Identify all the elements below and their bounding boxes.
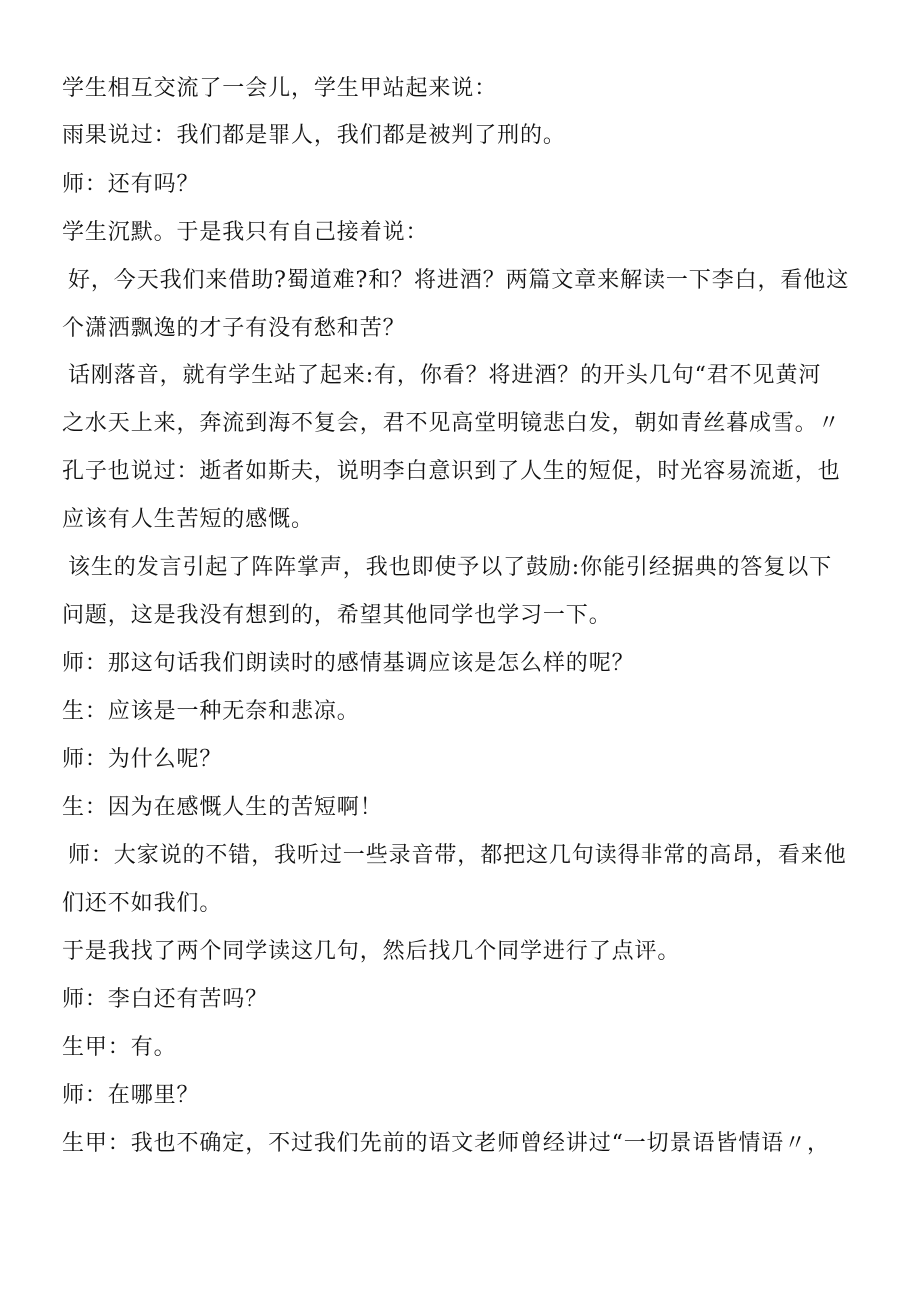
text-line: 个潇洒飘逸的才子有没有愁和苦？ bbox=[62, 316, 406, 341]
text-line: 们还不如我们。 bbox=[62, 891, 223, 916]
text-line: 该生的发言引起了阵阵掌声，我也即使予以了鼓励:你能引经据典的答复以下 bbox=[68, 555, 833, 580]
text-line: 孔子也说过：逝者如斯夫，说明李白意识到了人生的短促，时光容易流逝，也 bbox=[62, 459, 841, 484]
text-line: 问题，这是我没有想到的，希望其他同学也学习一下。 bbox=[62, 603, 612, 628]
text-line: 生甲：有。 bbox=[62, 1035, 177, 1060]
text-line: 师：大家说的不错，我听过一些录音带，都把这几句读得非常的高昂，看来他 bbox=[68, 843, 847, 868]
text-line: 师：还有吗？ bbox=[62, 172, 200, 197]
text-line: 应该有人生苦短的感慨。 bbox=[62, 507, 314, 532]
text-line: 生甲：我也不确定，不过我们先前的语文老师曾经讲过“一切景语皆情语〃， bbox=[62, 1131, 830, 1156]
text-line: 生：应该是一种无奈和悲凉。 bbox=[62, 699, 360, 724]
text-line: 话刚落音，就有学生站了起来:有，你看？将进酒？的开头几句“君不见黄河 bbox=[68, 363, 822, 388]
text-line: 师：李白还有苦吗？ bbox=[62, 987, 269, 1012]
text-line: 好，今天我们来借助?蜀道难?和？将进酒？两篇文章来解读一下李白，看他这 bbox=[68, 268, 850, 293]
text-line: 之水天上来，奔流到海不复会，君不见高堂明镜悲白发，朝如青丝暮成雪。〃 bbox=[62, 411, 841, 436]
text-line: 于是我找了两个同学读这几句，然后找几个同学进行了点评。 bbox=[62, 939, 681, 964]
text-line: 师：那这句话我们朗读时的感情基调应该是怎么样的呢？ bbox=[62, 651, 635, 676]
text-line: 雨果说过：我们都是罪人，我们都是被判了刑的。 bbox=[62, 123, 566, 148]
text-line: 学生沉默。于是我只有自己接着说： bbox=[62, 220, 429, 245]
text-line: 师：为什么呢？ bbox=[62, 747, 223, 772]
text-line: 生：因为在感慨人生的苦短啊！ bbox=[62, 795, 383, 820]
text-line: 学生相互交流了一会儿，学生甲站起来说： bbox=[62, 76, 498, 101]
text-line: 师：在哪里？ bbox=[62, 1083, 200, 1108]
